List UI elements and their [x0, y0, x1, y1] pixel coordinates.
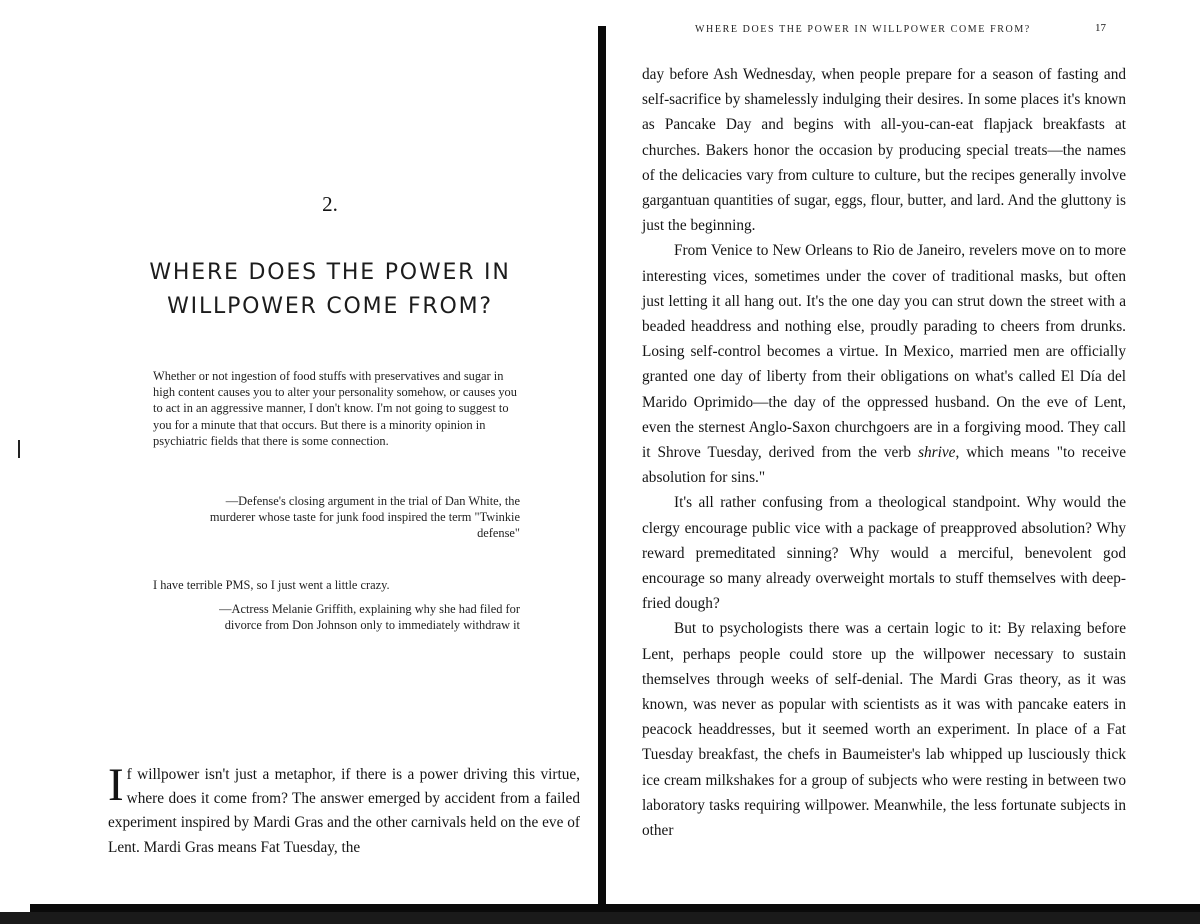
epigraph-attribution-2: —Actress Melanie Griffith, explaining why she had filed for divorce from Don Johnson only to immediately withdraw it [219, 602, 520, 633]
paragraph-2-text: From Venice to New Orleans to Rio de Janeiro, revelers move on to more interesting vices, sometimes under the cover of traditional masks, but often just letting it all hang out. It's the one day you can strut down the street with a beaded headdress and nothing else, proudly parading to cheers from drunks. Losing self-control becomes a virtue. In Mexico, married men are officially granted one day of liberty from their obligations on what's called El Día del Marido Oprimido—the day of the oppressed husband. On the eve of Lent, even the sternest Anglo-Saxon churchgoers are in a forgiving mood. They call it Shrove Tuesday, derived from the verb [642, 242, 1126, 462]
paragraph-3: It's all rather confusing from a theological standpoint. Why would the clergy encourage public vice with a package of preapproved absolution? Why reward premeditated sinning? Why would a merciful, benevolent god encourage so many already overweight mortals to stuff themselves with deep-fried dough? [642, 494, 1126, 613]
epigraph-attribution-1: —Defense's closing argument in the trial of Dan White, the murderer whose taste for junk food inspired the term "Twinkie defense" [209, 494, 520, 541]
chapter-title: WHERE DOES THE POWER IN WILLPOWER COME FROM? [149, 260, 511, 319]
scan-margin-mark [18, 440, 20, 458]
drop-cap: I [108, 759, 124, 811]
paragraph-2-italic: shrive [918, 444, 956, 462]
paragraph-2 [642, 238, 1126, 490]
running-head: WHERE DOES THE POWER IN WILLPOWER COME FROM? [695, 24, 1031, 35]
paragraph-4: But to psychologists there was a certain logic to it: By relaxing before Lent, perhaps people could store up the willpower necessary to sustain themselves through weeks of self-denial. The Mardi Gras theory, as it was known, was never as popular with scientists as it was with pancake eaters in peacock headdresses, but it seemed worth an experiment. In place of a Fat Tuesday breakfast, the chefs in Baumeister's lab whipped up lusciously thick ice cream milkshakes for a group of subjects who were resting in between two laboratory tasks requiring willpower. Meanwhile, the less fortunate subjects in other [642, 620, 1126, 840]
epigraph-quote-1: Whether or not ingestion of food stuffs with preservatives and sugar in high content causes you to alter your personality somehow, or causes you to act in an aggressive manner, I don't know. I'm not going to suggest to you for a minute that that occurs. But there is a minority opinion in psychiatric fields that there is some connection. [153, 369, 517, 448]
epigraph-quote-2: I have terrible PMS, so I just went a little crazy. [153, 578, 390, 592]
page-number: 17 [1095, 22, 1106, 34]
left-page-body [108, 759, 580, 860]
paragraph-1: day before Ash Wednesday, when people prepare for a season of fasting and self-sacrifice by shamelessly indulging their desires. In some places it's known as Pancake Day and begins with all-you-can-eat flapjack breakfasts at churches. Bakers honor the occasion by producing special treats—the names of the delicacies vary from culture to culture, but the recipes generally involve gargantuan quantities of sugar, eggs, flour, butter, and lard. And the gluttony is just the beginning. [642, 66, 1126, 235]
right-page-body [642, 62, 1126, 843]
book-spine [598, 26, 606, 916]
left-body-text: f willpower isn't just a metaphor, if there is a power driving this virtue, where does it come from? The answer emerged by accident from a failed experiment inspired by Mardi Gras and the other carnivals held on the eve of Lent. Mardi Gras means Fat Tuesday, the [108, 766, 580, 856]
scan-bottom-shadow [0, 912, 1200, 924]
chapter-number: 2. [322, 192, 338, 216]
paragraph-2-end: , which means "to receive absolution for sins." [642, 444, 1126, 487]
